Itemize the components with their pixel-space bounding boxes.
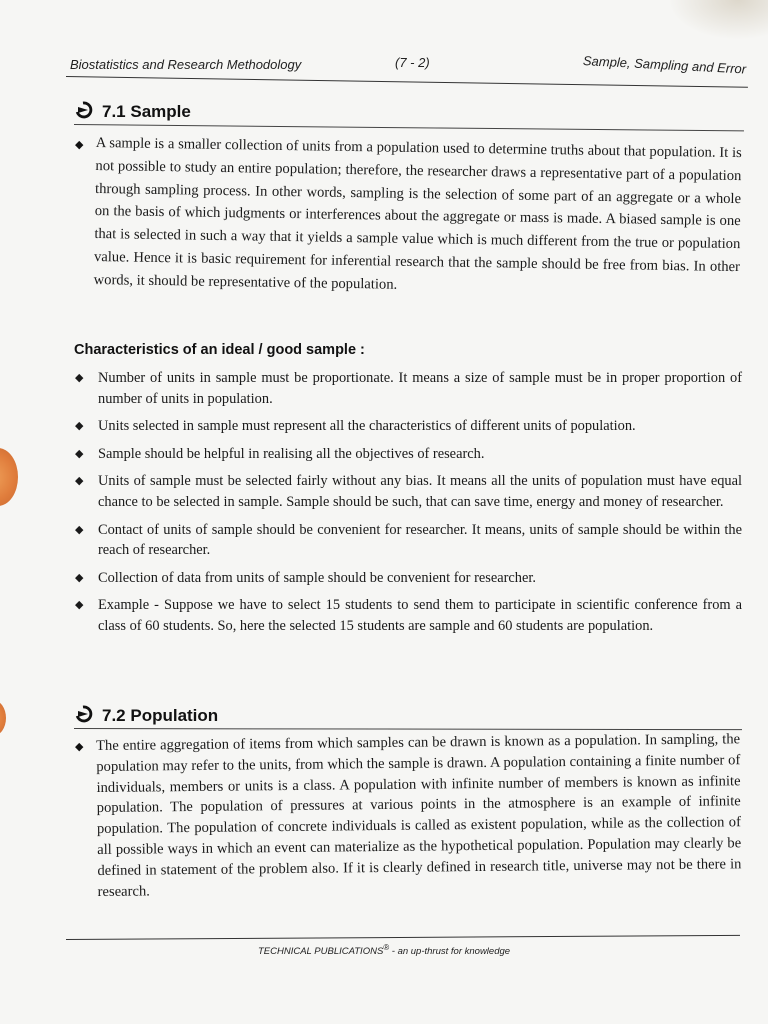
- section-heading-population: [74, 704, 218, 726]
- bullet-icon: ◆: [75, 419, 84, 433]
- list-item: [74, 595, 742, 636]
- list-item-text: Example - Suppose we have to select 15 students to send them to participate in scientific conference from a class of 60 students. So, here the selected 15 students are sample and 60 students are population.: [98, 597, 742, 634]
- section-title: 7.2 Population: [102, 706, 219, 725]
- bullet-icon: ◆: [75, 570, 84, 584]
- registered-mark: ®: [383, 943, 390, 952]
- section-heading-sample: [74, 100, 191, 122]
- arrow-icon: [74, 100, 94, 120]
- list-item: [74, 368, 742, 409]
- list-item-text: Number of units in sample must be proportionate. It means a size of sample must be in proper proportion of number of units in population.: [98, 370, 742, 407]
- sample-paragraph: A sample is a smaller collection of units from a population used to determine truths about that population. It is not possible to study an entire population; therefore, the researcher draws a representative part of a population through sampling process. In other words, sampling is the selection of some part of an aggregate or a whole on the basis of which judgments or interferences about the aggregate or mass is made. A biased sample is one that is selected in such a way that it yields a sample value which is much different from the true or population value. Hence it is basic requirement for inferential research that the sample should be free from bias. In other words, it should be representative of the population.: [93, 134, 742, 293]
- section-rule: [74, 124, 744, 131]
- footer-tagline: - an up-thrust for knowledge: [389, 946, 511, 958]
- arrow-icon: [74, 704, 94, 724]
- list-item-text: Collection of data from units of sample should be convenient for researcher.: [98, 569, 536, 586]
- list-item: [74, 471, 742, 512]
- bullet-icon: ◆: [75, 474, 84, 488]
- bullet-icon: ◆: [75, 598, 84, 612]
- bullet-icon: ◆: [75, 138, 84, 151]
- bullet-icon: ◆: [75, 446, 84, 460]
- page-corner-shadow: [668, 0, 768, 40]
- section-title: 7.1 Sample: [102, 102, 191, 121]
- bullet-icon: ◆: [75, 522, 84, 536]
- characteristics-heading: Characteristics of an ideal / good sample :: [74, 342, 365, 358]
- list-item-text: Units selected in sample must represent all the characteristics of different units of population.: [98, 418, 636, 435]
- bullet-icon: ◆: [75, 371, 84, 384]
- running-header: [70, 53, 746, 79]
- finger-photo-artifact: [0, 448, 18, 506]
- list-item-text: Units of sample must be selected fairly without any bias. It means all the units of population must have equal chance to be selected in sample. Sample should be such, that can save time, energy and money of researcher.: [98, 473, 742, 510]
- list-item-text: Contact of units of sample should be convenient for researcher. It means, units of sample should be within the reach of researcher.: [98, 521, 742, 559]
- list-item: [74, 568, 742, 589]
- list-item-text: Sample should be helpful in realising all the objectives of research.: [98, 445, 485, 462]
- finger-photo-artifact: [0, 700, 6, 736]
- bullet-icon: ◆: [75, 740, 84, 753]
- header-chapter-title: Sample, Sampling and Error: [582, 53, 747, 77]
- footer-publisher: TECHNICAL PUBLICATIONS: [258, 946, 384, 958]
- header-book-title: Biostatistics and Research Methodology: [70, 57, 302, 72]
- footer-rule: [66, 935, 740, 940]
- header-page-number: (7 - 2): [395, 55, 430, 70]
- population-paragraph: The entire aggregation of items from which samples can be drawn is known as a population. In sampling, the population may refer to the units, from which the sample is drawn. A population containing a finite number of individuals, members or units is a class. A population with infinite number of members is known as infinite population. The population of pressures at various points in the atmosphere is an example of infinite population. The population of concrete individuals is called as existent population, while as the collection of all possible ways in which an event can materialize as the hypothetical population. Population may clearly be defined in statement of the problem also. If it is clearly defined in research title, universe may not be there in research.: [96, 731, 742, 900]
- list-item: [74, 444, 742, 465]
- list-item: [74, 520, 742, 561]
- characteristics-list: [74, 368, 742, 644]
- page-footer: [258, 943, 510, 957]
- list-item: [74, 416, 742, 437]
